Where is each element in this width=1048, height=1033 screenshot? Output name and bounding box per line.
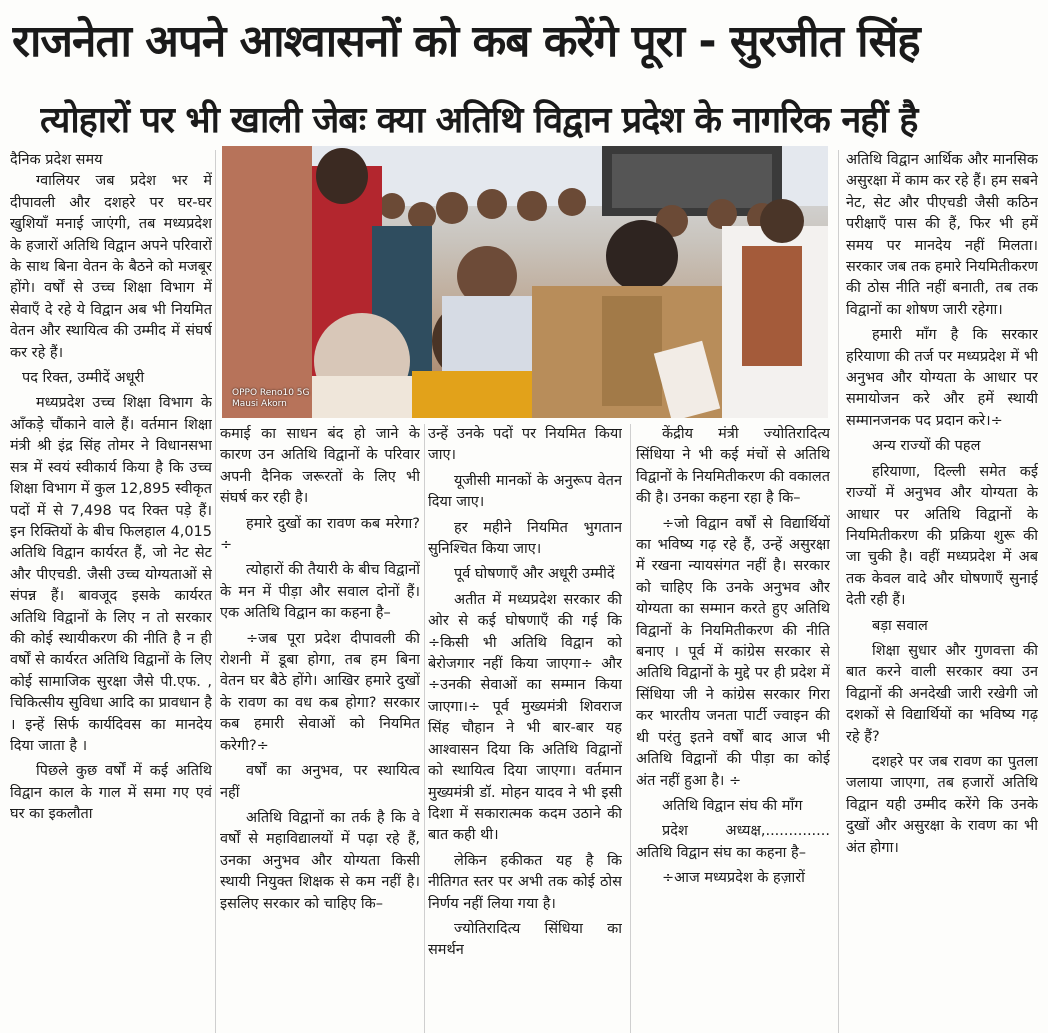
- headline: राजनेता अपने आश्वासनों को कब करेंगे पूरा - सुरजीत सिंह: [12, 16, 920, 67]
- paragraph: पिछले कुछ वर्षों में कई अतिथि विद्वान काल के गाल में समा गए एवं घर का इकलौता: [10, 763, 212, 823]
- paragraph: हमारी माँग है कि सरकार हरियाणा की तर्ज पर मध्यप्रदेश में भी अनुभव और योग्यता के आधार पर समायोजन करे और हमें स्थायी सम्मानजनक पद प्रदान करे।÷: [846, 327, 1038, 429]
- watermark-author: Mausi Akorn: [232, 399, 287, 409]
- paragraph: अतिथि विद्वान आर्थिक और मानसिक असुरक्षा में काम कर रहे हैं। हम सबने नेट, सेट और पीएचडी जैसी कठिन परीक्षाएँ पास की हैं, फिर भी हमें समय पर मानदेय नहीं मिलता। सरकार जब तक हमारे नियमितीकरण की ठोस नीति नहीं बनाती, तब तक विद्वानों का शोषण जारी रहेगा।: [846, 152, 1038, 318]
- demand-item: हर महीने नियमित भुगतान सुनिश्चित किया जाए।: [428, 519, 622, 558]
- column-4: [636, 424, 830, 1033]
- paragraph: मध्यप्रदेश उच्च शिक्षा विभाग के आँकड़े चौंकाने वाले हैं। वर्तमान शिक्षा मंत्री श्री इंद्र सिंह तोमर ने विधानसभा सत्र में स्वयं स्वीकार्य किया है कि उच्च शिक्षा विभाग में कुल 12,895 स्वीकृत पदों में से 7,498 पद रिक्त पड़े हैं। इन रिक्तियों के बीच फिलहाल 4,015 अतिथि विद्वान कार्यरत हैं, जो नेट सेट और पीएचडी. जैसी उच्च योग्यताओं से संपन्न हैं। बावजूद इसके कार्यरत अतिथि विद्वानों के लिए न तो सरकार की कोई स्थायीकरण की नीति है न ही वर्षों से कार्यरत अतिथि विद्वानों के लिए कोई सामाजिक सुरक्षा जैसे पी.एफ. , चिकित्सीय सुविधा आदि का प्रावधान है । इन्हें सिर्फ कार्यदिवस का मानदेय दिया जाता है ।: [10, 395, 212, 754]
- column-3: [428, 424, 622, 1033]
- demand-item: उन्हें उनके पदों पर नियमित किया जाए।: [428, 426, 622, 464]
- news-photo: [222, 146, 828, 418]
- column-rule: [838, 150, 839, 1033]
- subheading: वर्षों का अनुभव, पर स्थायित्व नहीं: [220, 763, 420, 801]
- column-rule: [215, 150, 216, 1033]
- subheadline: त्योहारों पर भी खाली जेबः क्या अतिथि विद्वान प्रदेश के नागरिक नहीं है: [40, 100, 918, 141]
- photo-illustration: [222, 146, 828, 418]
- paragraph: अतिथि विद्वानों का तर्क है कि वे वर्षों से महाविद्यालयों में पढ़ा रहे हैं, उनका अनुभव और योग्यता किसी स्थायी नियुक्त शिक्षक से कम नहीं है। इसलिए सरकार को चाहिए कि–: [220, 809, 420, 912]
- quote: ÷आज मध्यप्रदेश के हज़ारों: [662, 870, 805, 887]
- subheading: पद रिक्त, उम्मीदें अधूरी: [22, 370, 145, 387]
- paragraph: अतीत में मध्यप्रदेश सरकार की ओर से कई घोषणाएँ की गई कि ÷किसी भी अतिथि विद्वान को बेरोजगार नहीं किया जाएगा÷ और ÷उनकी सेवाओं का सम्मान किया जाएगा।÷ पूर्व मुख्यमंत्री शिवराज सिंह चौहान ने भी बार-बार यह आश्वासन दिया कि अतिथि विद्वानों को स्थायित्व दिया जाएगा। वर्तमान मुख्यमंत्री डॉ. मोहन यादव ने भी इसी दिशा में सकारात्मक कदम उठाने की बात कही थी।: [428, 591, 622, 844]
- column-rule: [424, 424, 425, 1033]
- photo-watermark: [232, 388, 310, 410]
- subheading: अन्य राज्यों की पहल: [872, 438, 981, 455]
- paragraph: कमाई का साधन बंद हो जाने के कारण उन अतिथि विद्वानों के परिवार अपनी दैनिक जरूरतों के लिए भी संघर्ष कर रही है।: [220, 426, 420, 507]
- column-rule: [630, 424, 631, 1033]
- paragraph: शिक्षा सुधार और गुणवत्ता की बात करने वाली सरकार क्या उन विद्वानों की अनदेखी जारी रखेगी जो दशकों से विद्यार्थियों का भविष्य गढ़ रहे हैं?: [846, 642, 1038, 745]
- watermark-device: OPPO Reno10 5G: [232, 388, 310, 398]
- subheading: हमारे दुखों का रावण कब मरेगा?÷: [220, 515, 420, 554]
- dateline: दैनिक प्रदेश समय: [10, 152, 103, 168]
- demand-item: यूजीसी मानकों के अनुरूप वेतन दिया जाए।: [428, 472, 622, 511]
- paragraph: केंद्रीय मंत्री ज्योतिरादित्य सिंधिया ने भी कई मंचों से अतिथि विद्वानों के नियमितीकरण की वकालत की है। उनका कहना रहा है कि–: [636, 426, 830, 507]
- subheading: पूर्व घोषणाएँ और अधूरी उम्मीदें: [454, 566, 615, 583]
- quote: ÷जो विद्वान वर्षों से विद्यार्थियों का भविष्य गढ़ रहे हैं, उन्हें असुरक्षा में रखना न्यायसंगत नहीं है। सरकार को चाहिए कि उनके अनुभव और योग्यता का सम्मान करते हुए अतिथि विद्वानों के नियमितीकरण की नीति बनाए । पूर्व में कांग्रेस सरकार से अतिथि विद्वानों के मुद्दे पर ही प्रदेश में सिंधिया जी ने कांग्रेस सरकार गिरा कर भारतीय जनता पार्टी ज्वाइन की थी परंतु इतने वर्षों बाद आज भी अतिथि विद्वानों की पीड़ा का कोई अंत नहीं हुआ है। ÷: [636, 515, 830, 789]
- column-1: [10, 150, 212, 1033]
- paragraph: त्योहारों की तैयारी के बीच विद्वानों के मन में पीड़ा और सवाल दोनों हैं। एक अतिथि विद्वान का कहना है–: [220, 562, 420, 622]
- subheading: ज्योतिरादित्य सिंधिया का समर्थन: [428, 920, 622, 959]
- subheading: अतिथि विद्वान संघ की माँग: [662, 797, 803, 814]
- paragraph: हरियाणा, दिल्ली समेत कई राज्यों में अनुभव और योग्यता के आधार पर अतिथि विद्वानों के नियमितीकरण की प्रक्रिया शुरू की जा चुकी है। वहीं मध्यप्रदेश में अब तक केवल वादे और घोषणाएँ सुनाई देती रही हैं।: [846, 463, 1038, 609]
- column-5: [846, 150, 1038, 1033]
- paragraph: ग्वालियर जब प्रदेश भर में दीपावली और दशहरे पर घर-घर खुशियाँ मनाई जाएंगी, तब मध्यप्रदेश के हजारों अतिथि विद्वान अपने परिवारों के साथ बिना वेतन के बैठने को मजबूर होंगे। वर्षों से उच्च शिक्षा विभाग में सेवाएँ दे रहे ये विद्वान अब भी नियमित वेतन और स्थायित्व की उम्मीद में संघर्ष कर रहे हैं।: [10, 173, 212, 361]
- quote: ÷जब पूरा प्रदेश दीपावली की रोशनी में डूबा होगा, तब हम बिना वेतन घर बैठे होंगे। आखिर हमारे दुखों के रावण का वध कब होगा? सरकार कब हमारी सेवाओं को नियमित करेगी?÷: [220, 630, 420, 754]
- paragraph: लेकिन हकीकत यह है कि नीतिगत स्तर पर अभी तक कोई ठोस निर्णय नहीं लिया गया है।: [428, 852, 622, 912]
- paragraph: दशहरे पर जब रावण का पुतला जलाया जाएगा, तब हजारों अतिथि विद्वान यही उम्मीद करेंगे कि उनके दुखों और असुरक्षा के रावण का भी अंत होगा।: [846, 753, 1038, 856]
- paragraph: प्रदेश अध्यक्ष,.............. अतिथि विद्वान संघ का कहना है–: [636, 823, 830, 861]
- subheading: बड़ा सवाल: [872, 617, 928, 634]
- column-2: [220, 424, 420, 1033]
